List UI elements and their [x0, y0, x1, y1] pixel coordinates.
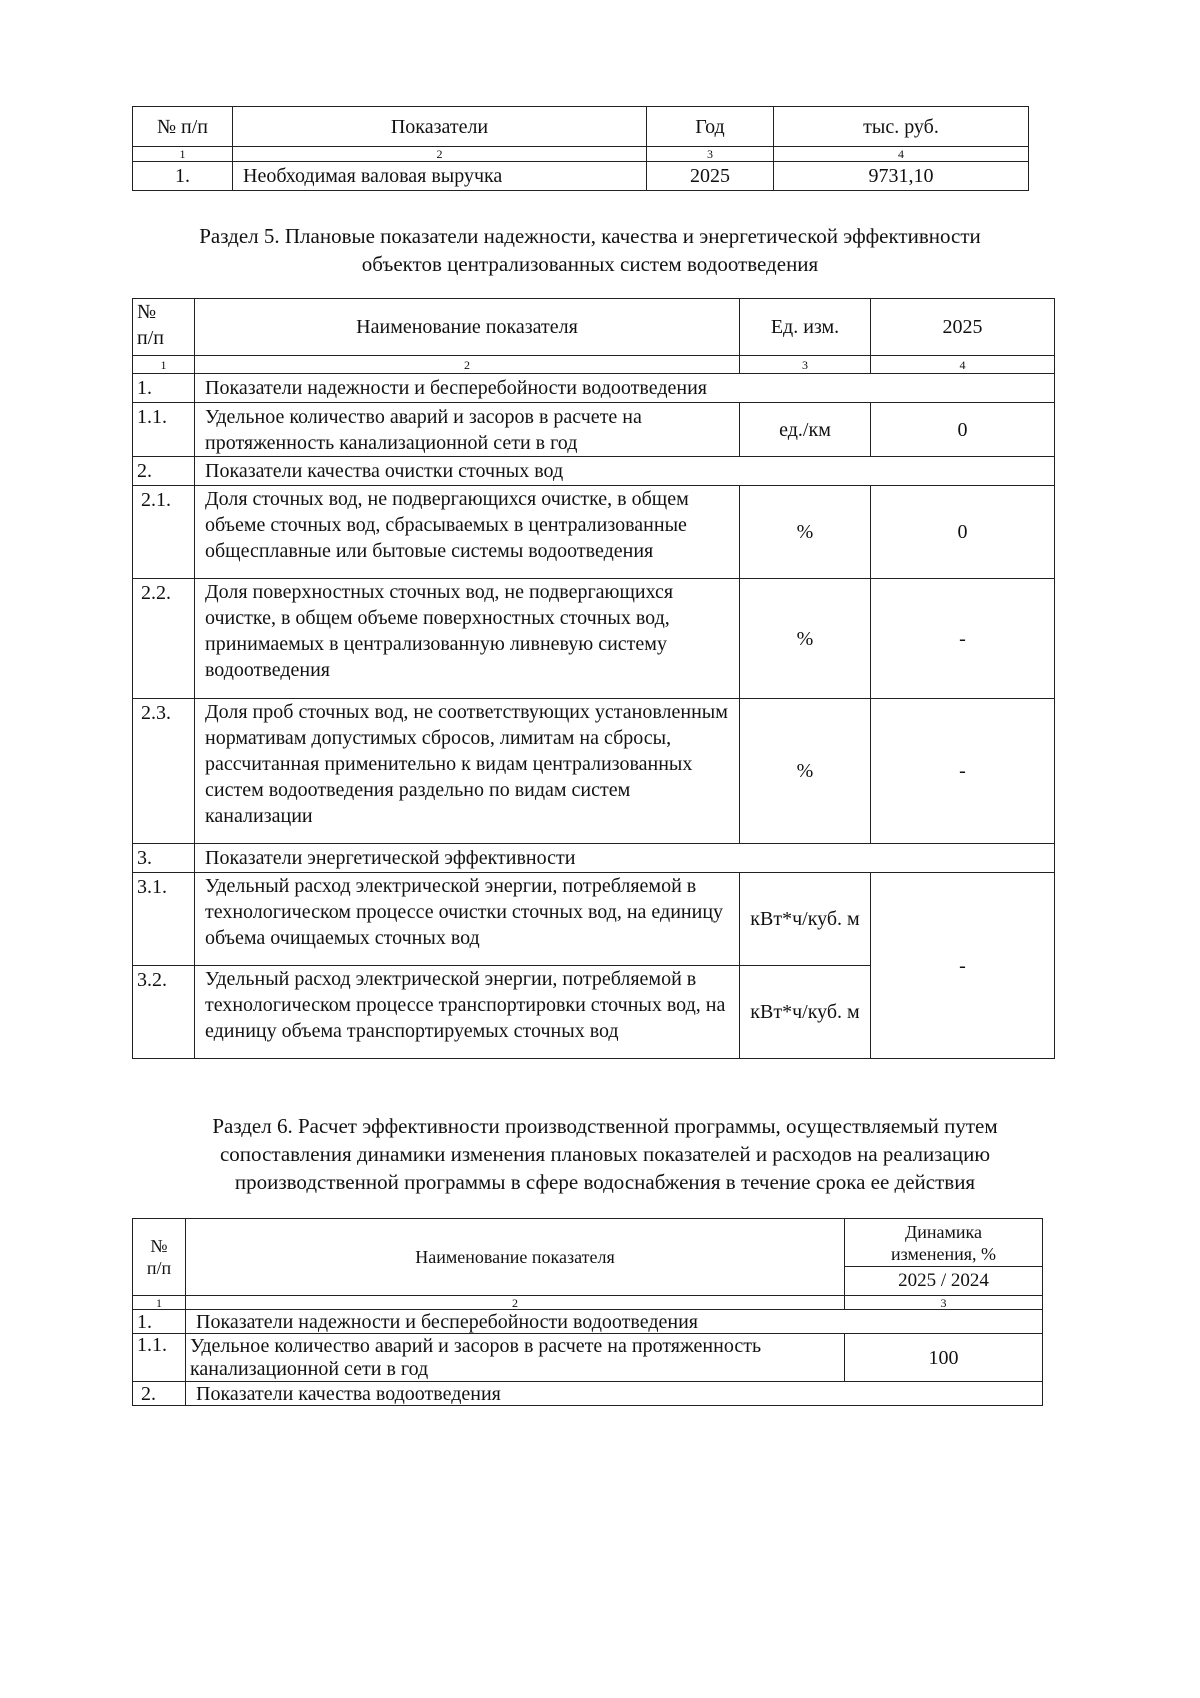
header-dynamics-line2: изменения, %: [890, 1243, 997, 1264]
row-no: 2.: [133, 1382, 186, 1406]
header-value: тыс. руб.: [774, 107, 1029, 147]
row-no: 2.1.: [133, 486, 195, 579]
row-value: 9731,10: [774, 162, 1029, 191]
header-no-line2: п/п: [137, 327, 164, 349]
row-name: Показатели надежности и бесперебойности водоотведения: [195, 374, 1055, 403]
row-name: Показатели энергетической эффективности: [195, 844, 1055, 873]
row-value: -: [871, 579, 1055, 699]
row-unit: %: [740, 699, 871, 844]
header-period: 2025 / 2024: [845, 1267, 1043, 1296]
row-value: -: [871, 699, 1055, 844]
table-row: [133, 1310, 1043, 1334]
row-value: 0: [871, 486, 1055, 579]
table-row: [133, 374, 1055, 403]
row-name: Удельный расход электрической энергии, потребляемой в технологическом процессе очистки сточных вод, на единицу объема очищаемых сточных вод: [195, 873, 740, 966]
row-no: 3.: [133, 844, 195, 873]
section6-title-line1: Раздел 6. Расчет эффективности производственной программы, осуществляемый путем: [212, 1114, 998, 1138]
header-dynamics: [845, 1219, 1043, 1267]
row-no: 1.: [133, 162, 233, 191]
section6-title: [150, 1112, 1060, 1196]
header-year: Год: [647, 107, 774, 147]
col-number: 3: [647, 147, 774, 162]
row-name: Показатели качества очистки сточных вод: [195, 457, 1055, 486]
row-no: 2.3.: [133, 699, 195, 844]
section5-title: [130, 222, 1050, 278]
col-number: 4: [774, 147, 1029, 162]
row-name: Удельное количество аварий и засоров в расчете на протяженность канализационной сети в год: [186, 1334, 845, 1382]
col-number: 1: [133, 356, 195, 374]
col-number: 1: [133, 1296, 186, 1310]
row-name: Доля сточных вод, не подвергающихся очистке, в общем объеме сточных вод, сбрасываемых в централизованные общесплавные или бытовые системы водоотведения: [195, 486, 740, 579]
table-row: [133, 403, 1055, 457]
header-no: [133, 299, 195, 356]
revenue-table: [132, 106, 1029, 191]
header-year: 2025: [871, 299, 1055, 356]
col-number: 2: [195, 356, 740, 374]
table-row: [133, 873, 1055, 966]
row-no: 1.: [133, 1310, 186, 1334]
header-no: [133, 1219, 186, 1296]
header-no-line1: №: [150, 1236, 168, 1256]
row-unit: %: [740, 579, 871, 699]
section5-title-line1: Раздел 5. Плановые показатели надежности, качества и энергетической эффективности: [199, 224, 981, 248]
header-dynamics-line1: Динамика: [904, 1221, 983, 1242]
row-name: Доля поверхностных сточных вод, не подвергающихся очистке, в общем объеме поверхностных сточных вод, принимаемых в централизованную ливневую систему водоотведения: [195, 579, 740, 699]
efficiency-table: [132, 1218, 1043, 1406]
section5-title-line2: объектов централизованных систем водоотведения: [361, 252, 819, 276]
header-indicators: Показатели: [233, 107, 647, 147]
row-value: -: [871, 873, 1055, 1059]
table-row: [133, 1334, 1043, 1382]
header-no: № п/п: [133, 107, 233, 147]
row-name: Удельное количество аварий и засоров в расчете на протяженность канализационной сети в год: [195, 403, 740, 457]
col-number: 3: [845, 1296, 1043, 1310]
table-row: [133, 457, 1055, 486]
header-name: Наименование показателя: [186, 1219, 845, 1296]
row-unit: ед./км: [740, 403, 871, 457]
header-name: Наименование показателя: [195, 299, 740, 356]
col-number: 4: [871, 356, 1055, 374]
table-row: [133, 699, 1055, 844]
row-no: 3.2.: [133, 966, 195, 1059]
section6-title-line2: сопоставления динамики изменения плановых показателей и расходов на реализацию: [219, 1142, 991, 1166]
row-no: 3.1.: [133, 873, 195, 966]
row-unit: кВт*ч/куб. м: [740, 873, 871, 966]
table-row: [133, 579, 1055, 699]
row-value: 0: [871, 403, 1055, 457]
header-no-line2: п/п: [146, 1258, 172, 1278]
row-no: 2.: [133, 457, 195, 486]
row-no: 1.: [133, 374, 195, 403]
header-no-line1: №: [137, 301, 157, 323]
row-no: 1.1.: [133, 403, 195, 457]
row-value: 100: [845, 1334, 1043, 1382]
row-name: Удельный расход электрической энергии, потребляемой в технологическом процессе транспортировки сточных вод, на единицу объема транспортируемых сточных вод: [195, 966, 740, 1059]
col-number: 2: [186, 1296, 845, 1310]
row-no: 1.1.: [133, 1334, 186, 1382]
table-row: [133, 486, 1055, 579]
col-number: 3: [740, 356, 871, 374]
row-name: Показатели надежности и бесперебойности водоотведения: [186, 1310, 1043, 1334]
row-no: 2.2.: [133, 579, 195, 699]
table-row: [133, 1382, 1043, 1406]
table-row: [133, 844, 1055, 873]
table-row: [133, 162, 1029, 191]
header-unit: Ед. изм.: [740, 299, 871, 356]
row-year: 2025: [647, 162, 774, 191]
row-name: Доля проб сточных вод, не соответствующих установленным нормативам допустимых сбросов, лимитам на сбросы, рассчитанная применительно к видам централизованных систем водоотведения раздельно по видам систем канализации: [195, 699, 740, 844]
col-number: 2: [233, 147, 647, 162]
section6-title-line3: производственной программы в сфере водоснабжения в течение срока ее действия: [234, 1170, 976, 1194]
row-name: Показатели качества водоотведения: [186, 1382, 1043, 1406]
indicators-table: [132, 298, 1055, 1059]
col-number: 1: [133, 147, 233, 162]
row-unit: кВт*ч/куб. м: [740, 966, 871, 1059]
row-name: Необходимая валовая выручка: [233, 162, 647, 191]
row-unit: %: [740, 486, 871, 579]
